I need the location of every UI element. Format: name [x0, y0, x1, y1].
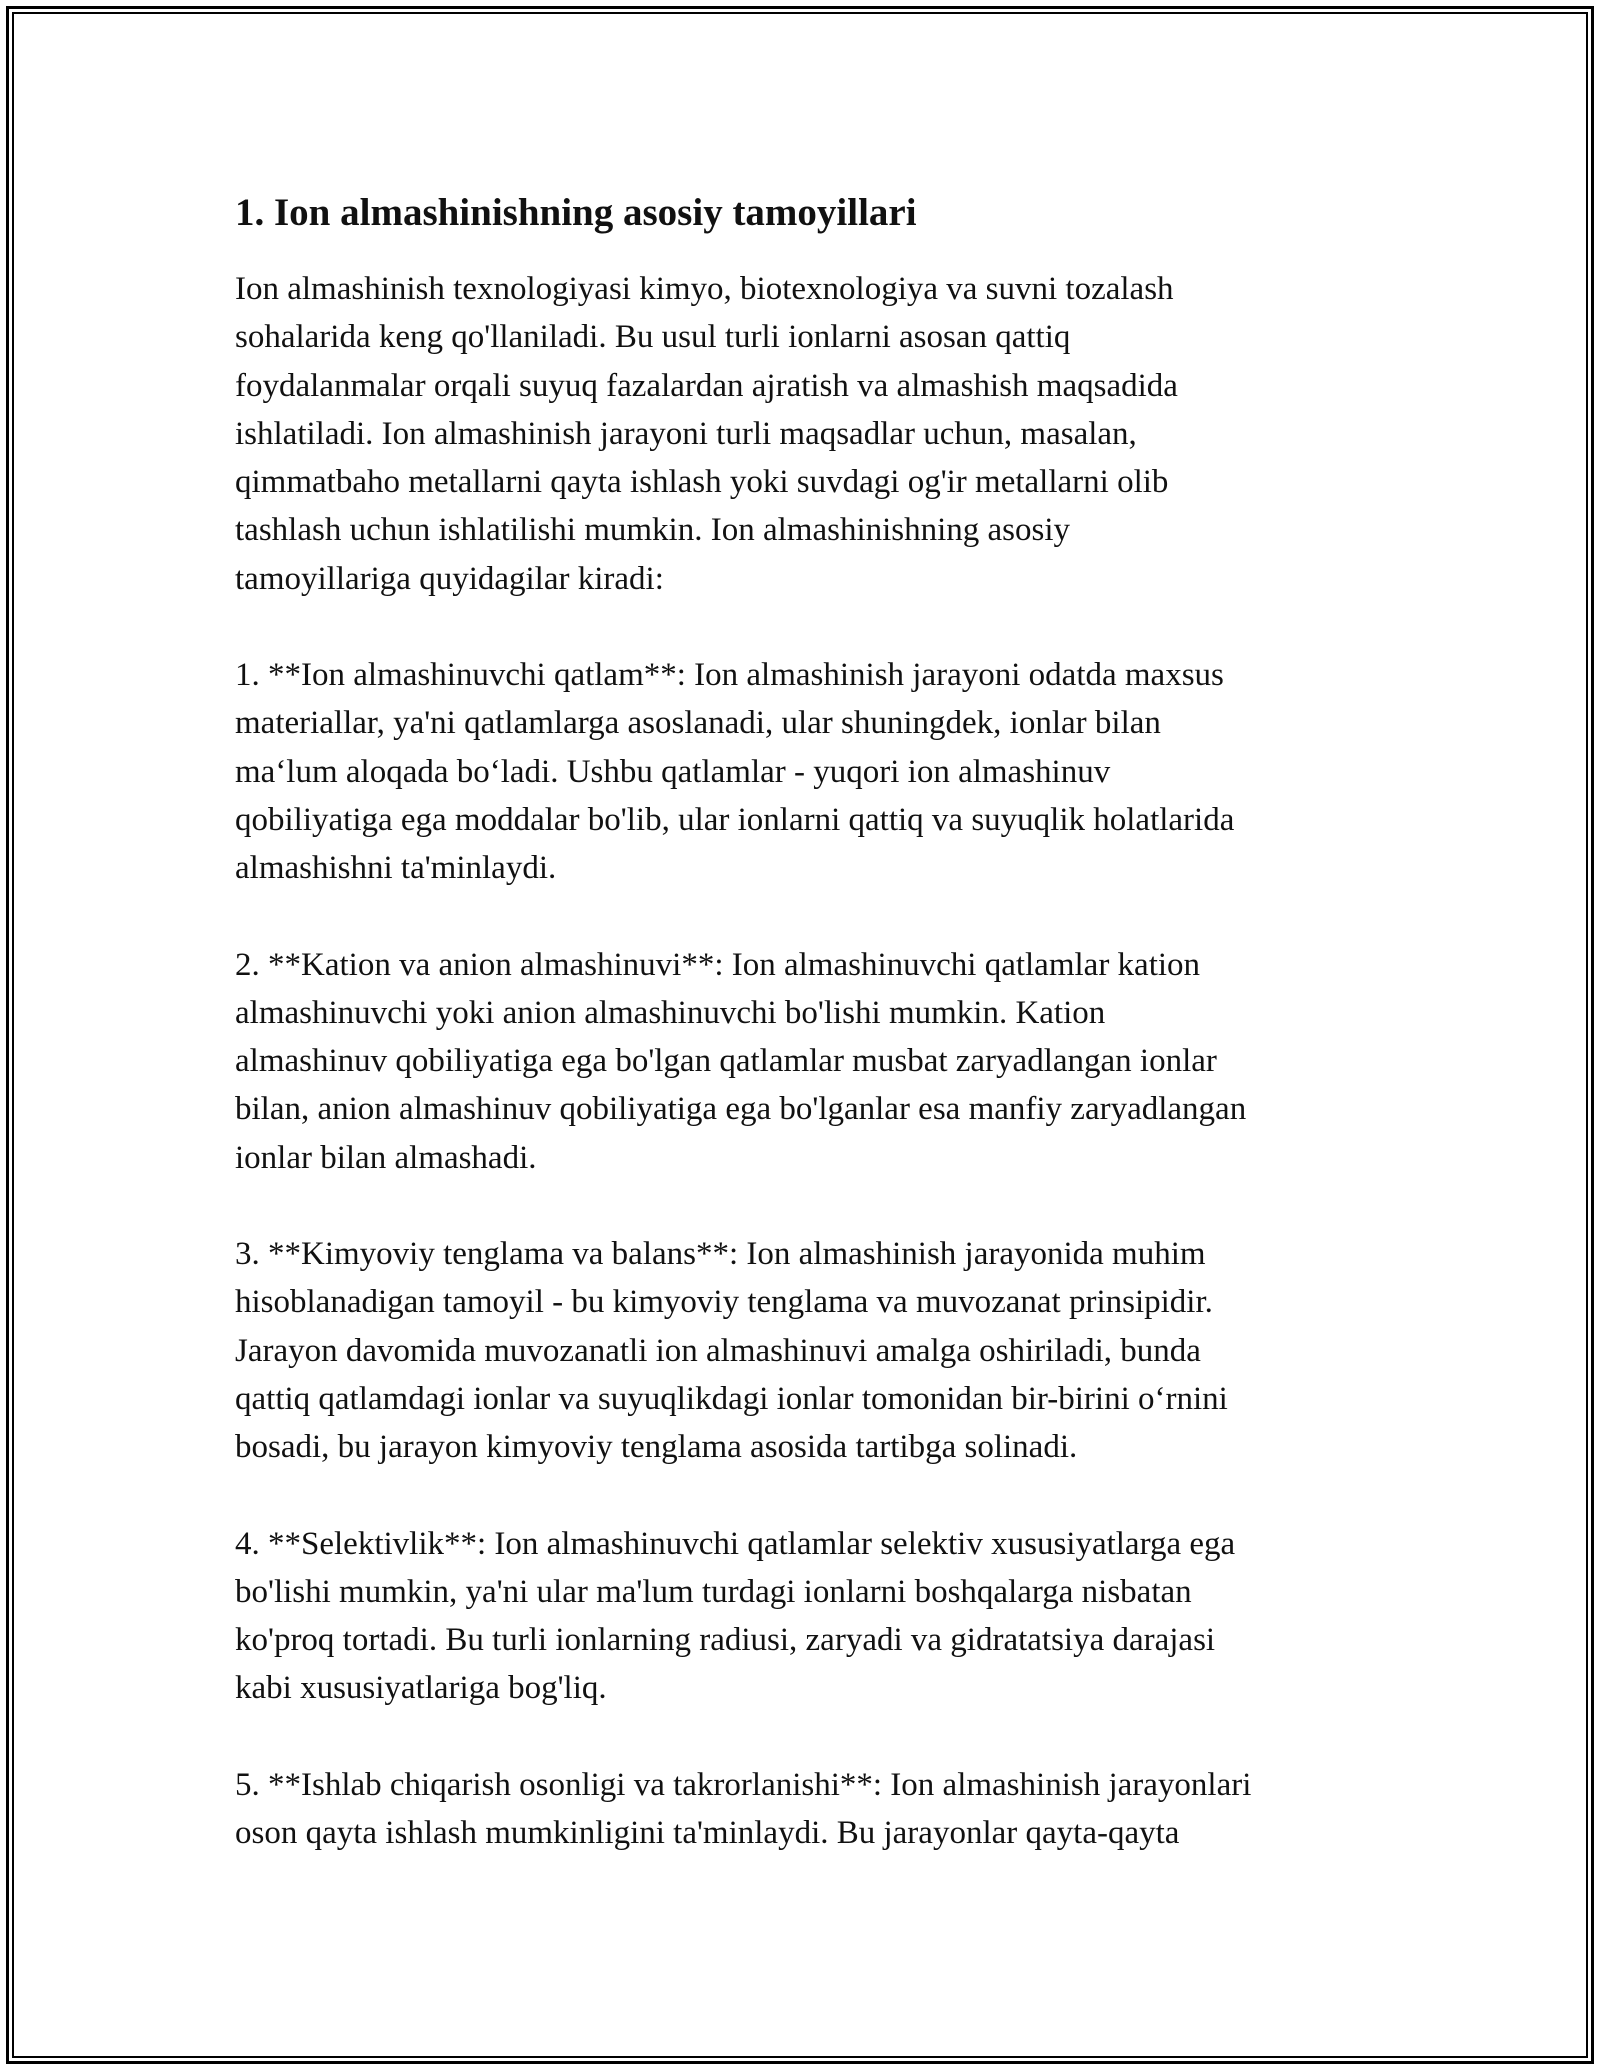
intro-paragraph: Ion almashinish texnologiyasi kimyo, biotexnologiya va suvni tozalash sohalarida keng qo'llaniladi. Bu usul turli ionlarni asosan qattiq foydalanmalar orqali suyuq fazalardan ajratish va almashish maqsadida ishlatiladi. Ion almashinish jarayoni turli maqsadlar uchun, masalan, qimmatbaho metallarni qayta ishlash yoki suvdagi og'ir metallarni olib tashlash uchun ishlatilishi mumkin. Ion almashinishning asosiy tamoyillariga quyidagilar kiradi: [235, 271, 1178, 597]
principle-4-paragraph: 4. **Selektivlik**: Ion almashinuvchi qatlamlar selektiv xususiyatlarga ega bo'lishi mumkin, ya'ni ular ma'lum turdagi ionlarni boshqalarga nisbatan ko'proq tortadi. Bu turli ionlarning radiusi, zaryadi va gidratatsiya darajasi kabi xususiyatlariga bog'liq. [235, 1525, 1236, 1707]
section-heading: 1. Ion almashinishning asosiy tamoyillari [235, 191, 917, 234]
principle-3-paragraph: 3. **Kimyoviy tenglama va balans**: Ion almashinish jarayonida muhim hisoblanadigan tamoyil - bu kimyoviy tenglama va muvozanat prinsipidir. Jarayon davomida muvozanatli ion almashinuvi amalga oshiriladi, bunda qattiq qatlamdagi ionlar va suyuqlikdagi ionlar tomonidan bir-birini oʻrnini bosadi, bu jarayon kimyoviy tenglama asosida tartibga solinadi. [235, 1236, 1228, 1466]
principle-2-paragraph: 2. **Kation va anion almashinuvi**: Ion almashinuvchi qatlamlar kation almashinuvchi yoki anion almashinuvchi bo'lishi mumkin. Kation almashinuv qobiliyatiga ega bo'lgan qatlamlar musbat zaryadlangan ionlar bilan, anion almashinuv qobiliyatiga ega bo'lganlar esa manfiy zaryadlangan ionlar bilan almashadi. [235, 946, 1247, 1176]
principle-5-paragraph: 5. **Ishlab chiqarish osonligi va takrorlanishi**: Ion almashinish jarayonlari oson qayta ishlash mumkinligini ta'minlaydi. Bu jarayonlar qayta-qayta [235, 1766, 1252, 1852]
principle-1-paragraph: 1. **Ion almashinuvchi qatlam**: Ion almashinish jarayoni odatda maxsus materiallar, ya'ni qatlamlarga asoslanadi, ular shuningdek, ionlar bilan maʻlum aloqada boʻladi. Ushbu qatlamlar - yuqori ion almashinuv qobiliyatiga ega moddalar bo'lib, ular ionlarni qattiq va suyuqlik holatlarida almashishni ta'minlaydi. [235, 657, 1235, 887]
document-body [235, 180, 1385, 1905]
